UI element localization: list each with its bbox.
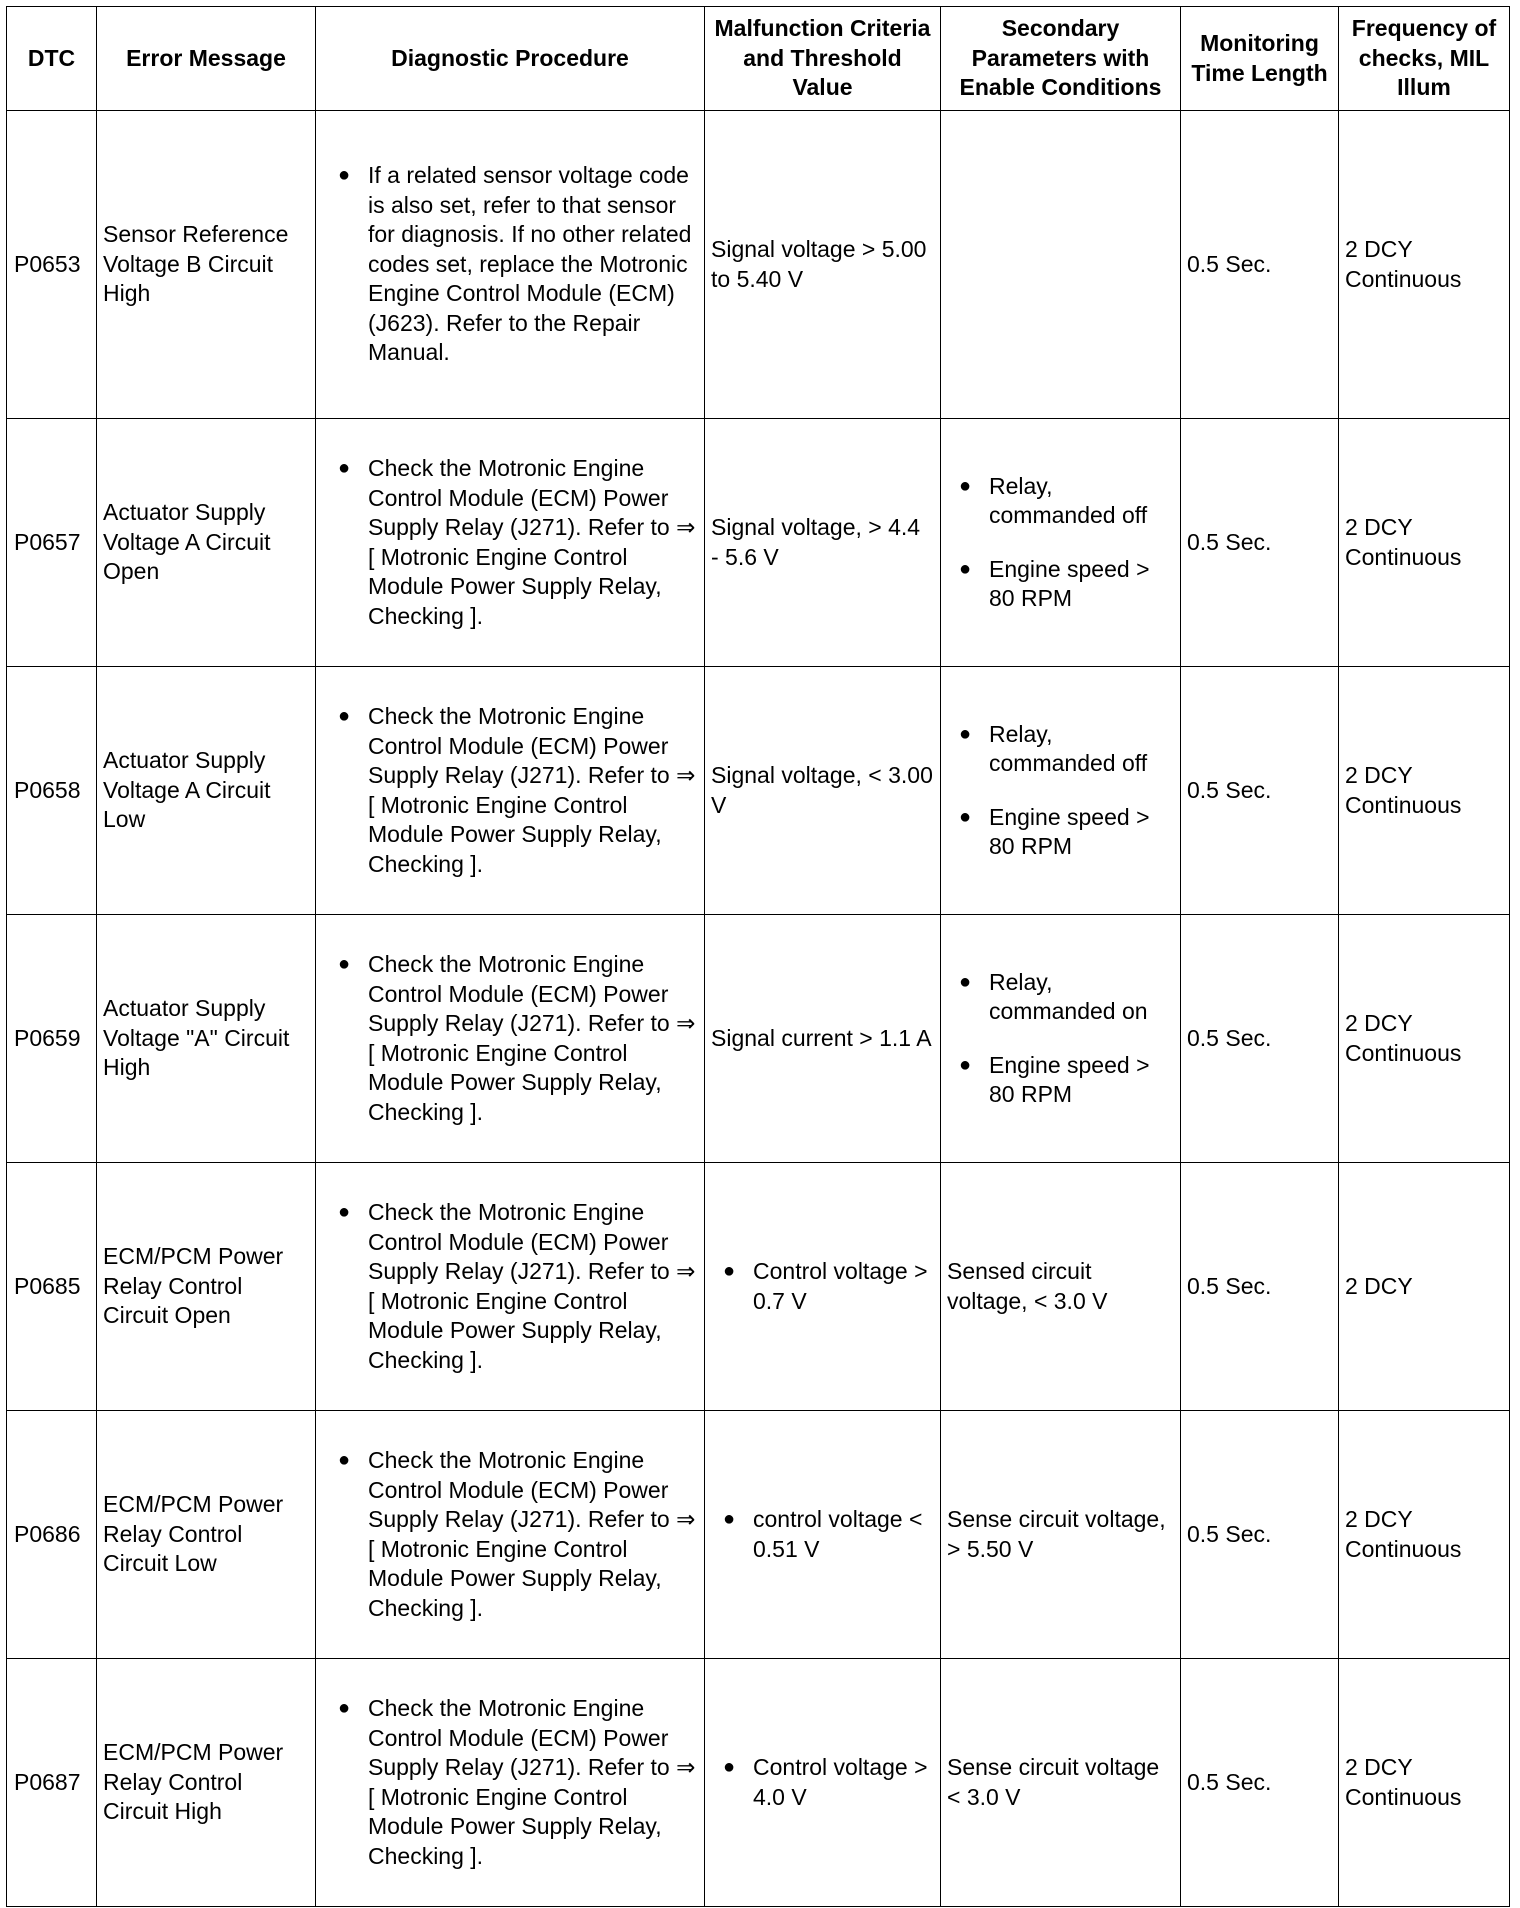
- secondary-parameters: [941, 111, 1181, 419]
- header-error-message: Error Message: [97, 7, 316, 111]
- monitoring-time: 0.5 Sec.: [1181, 1411, 1339, 1659]
- table-row: [7, 1411, 1510, 1659]
- dtc-code: P0658: [7, 667, 97, 915]
- frequency: 2 DCY Continuous: [1339, 419, 1510, 667]
- diagnostic-procedure: [316, 1659, 705, 1907]
- diagnostic-procedure: [316, 667, 705, 915]
- malfunction-item: ● Control voltage > 0.7 V: [723, 1257, 934, 1316]
- secondary-parameters: [941, 667, 1181, 915]
- dtc-code: P0685: [7, 1163, 97, 1411]
- secondary-parameters: Sense circuit voltage, > 5.50 V: [941, 1411, 1181, 1659]
- secondary-item: ● Engine speed > 80 RPM: [959, 1051, 1174, 1110]
- diagnostic-procedure: [316, 1411, 705, 1659]
- table-row: [7, 915, 1510, 1163]
- diagnostic-procedure: [316, 111, 705, 419]
- procedure-step: ● Check the Motronic Engine Control Module (ECM) Power Supply Relay (J271). Refer to ⇒ [ Motronic Engine Control Module Power Supply Relay, Checking ].: [338, 702, 698, 879]
- dtc-code: P0657: [7, 419, 97, 667]
- table-row: [7, 1659, 1510, 1907]
- dtc-code: P0659: [7, 915, 97, 1163]
- malfunction-item: ● control voltage < 0.51 V: [723, 1505, 934, 1564]
- secondary-item: ● Engine speed > 80 RPM: [959, 803, 1174, 862]
- dtc-table: [6, 6, 1510, 1907]
- error-message: Sensor Reference Voltage B Circuit High: [97, 111, 316, 419]
- malfunction-criteria: Signal voltage, > 4.4 - 5.6 V: [705, 419, 941, 667]
- malfunction-item: ● Control voltage > 4.0 V: [723, 1753, 934, 1812]
- table-row: [7, 419, 1510, 667]
- frequency: 2 DCY Continuous: [1339, 667, 1510, 915]
- header-malfunction-criteria: Malfunction Criteria and Threshold Value: [705, 7, 941, 111]
- header-diagnostic-procedure: Diagnostic Procedure: [316, 7, 705, 111]
- diagnostic-procedure: [316, 915, 705, 1163]
- procedure-step: ● Check the Motronic Engine Control Module (ECM) Power Supply Relay (J271). Refer to ⇒ [ Motronic Engine Control Module Power Supply Relay, Checking ].: [338, 454, 698, 631]
- error-message: Actuator Supply Voltage A Circuit Open: [97, 419, 316, 667]
- frequency: 2 DCY Continuous: [1339, 915, 1510, 1163]
- monitoring-time: 0.5 Sec.: [1181, 111, 1339, 419]
- procedure-step: ● Check the Motronic Engine Control Module (ECM) Power Supply Relay (J271). Refer to ⇒ [ Motronic Engine Control Module Power Supply Relay, Checking ].: [338, 1198, 698, 1375]
- secondary-item: ● Relay, commanded on: [959, 968, 1174, 1027]
- secondary-item: ● Relay, commanded off: [959, 720, 1174, 779]
- procedure-step: ● Check the Motronic Engine Control Module (ECM) Power Supply Relay (J271). Refer to ⇒ [ Motronic Engine Control Module Power Supply Relay, Checking ].: [338, 1694, 698, 1871]
- secondary-parameters: [941, 915, 1181, 1163]
- error-message: ECM/PCM Power Relay Control Circuit Open: [97, 1163, 316, 1411]
- frequency: 2 DCY Continuous: [1339, 111, 1510, 419]
- error-message: ECM/PCM Power Relay Control Circuit Low: [97, 1411, 316, 1659]
- error-message: Actuator Supply Voltage "A" Circuit High: [97, 915, 316, 1163]
- monitoring-time: 0.5 Sec.: [1181, 1659, 1339, 1907]
- dtc-table-wrapper: [6, 6, 1509, 1906]
- malfunction-criteria: [705, 1411, 941, 1659]
- procedure-step: ● If a related sensor voltage code is also set, refer to that sensor for diagnosis. If no other related codes set, replace the Motronic Engine Control Module (ECM) (J623). Refer to the Repair Manual.: [338, 161, 698, 368]
- procedure-step: ● Check the Motronic Engine Control Module (ECM) Power Supply Relay (J271). Refer to ⇒ [ Motronic Engine Control Module Power Supply Relay, Checking ].: [338, 950, 698, 1127]
- table-row: [7, 1163, 1510, 1411]
- secondary-parameters: [941, 419, 1181, 667]
- procedure-step: ● Check the Motronic Engine Control Module (ECM) Power Supply Relay (J271). Refer to ⇒ [ Motronic Engine Control Module Power Supply Relay, Checking ].: [338, 1446, 698, 1623]
- error-message: Actuator Supply Voltage A Circuit Low: [97, 667, 316, 915]
- secondary-item: ● Relay, commanded off: [959, 472, 1174, 531]
- secondary-parameters: Sense circuit voltage < 3.0 V: [941, 1659, 1181, 1907]
- malfunction-criteria: Signal current > 1.1 A: [705, 915, 941, 1163]
- table-row: [7, 667, 1510, 915]
- diagnostic-procedure: [316, 419, 705, 667]
- monitoring-time: 0.5 Sec.: [1181, 419, 1339, 667]
- dtc-code: P0653: [7, 111, 97, 419]
- header-frequency: Frequency of checks, MIL Illum: [1339, 7, 1510, 111]
- frequency: 2 DCY Continuous: [1339, 1411, 1510, 1659]
- malfunction-criteria: Signal voltage, < 3.00 V: [705, 667, 941, 915]
- error-message: ECM/PCM Power Relay Control Circuit High: [97, 1659, 316, 1907]
- dtc-code: P0687: [7, 1659, 97, 1907]
- frequency: 2 DCY Continuous: [1339, 1659, 1510, 1907]
- header-row: [7, 7, 1510, 111]
- secondary-item: ● Engine speed > 80 RPM: [959, 555, 1174, 614]
- monitoring-time: 0.5 Sec.: [1181, 667, 1339, 915]
- table-row: [7, 111, 1510, 419]
- malfunction-criteria: Signal voltage > 5.00 to 5.40 V: [705, 111, 941, 419]
- header-dtc: DTC: [7, 7, 97, 111]
- header-secondary-parameters: Secondary Parameters with Enable Conditions: [941, 7, 1181, 111]
- monitoring-time: 0.5 Sec.: [1181, 915, 1339, 1163]
- frequency: 2 DCY: [1339, 1163, 1510, 1411]
- diagnostic-procedure: [316, 1163, 705, 1411]
- monitoring-time: 0.5 Sec.: [1181, 1163, 1339, 1411]
- malfunction-criteria: [705, 1659, 941, 1907]
- malfunction-criteria: [705, 1163, 941, 1411]
- header-monitoring-time: Monitoring Time Length: [1181, 7, 1339, 111]
- secondary-parameters: Sensed circuit voltage, < 3.0 V: [941, 1163, 1181, 1411]
- dtc-code: P0686: [7, 1411, 97, 1659]
